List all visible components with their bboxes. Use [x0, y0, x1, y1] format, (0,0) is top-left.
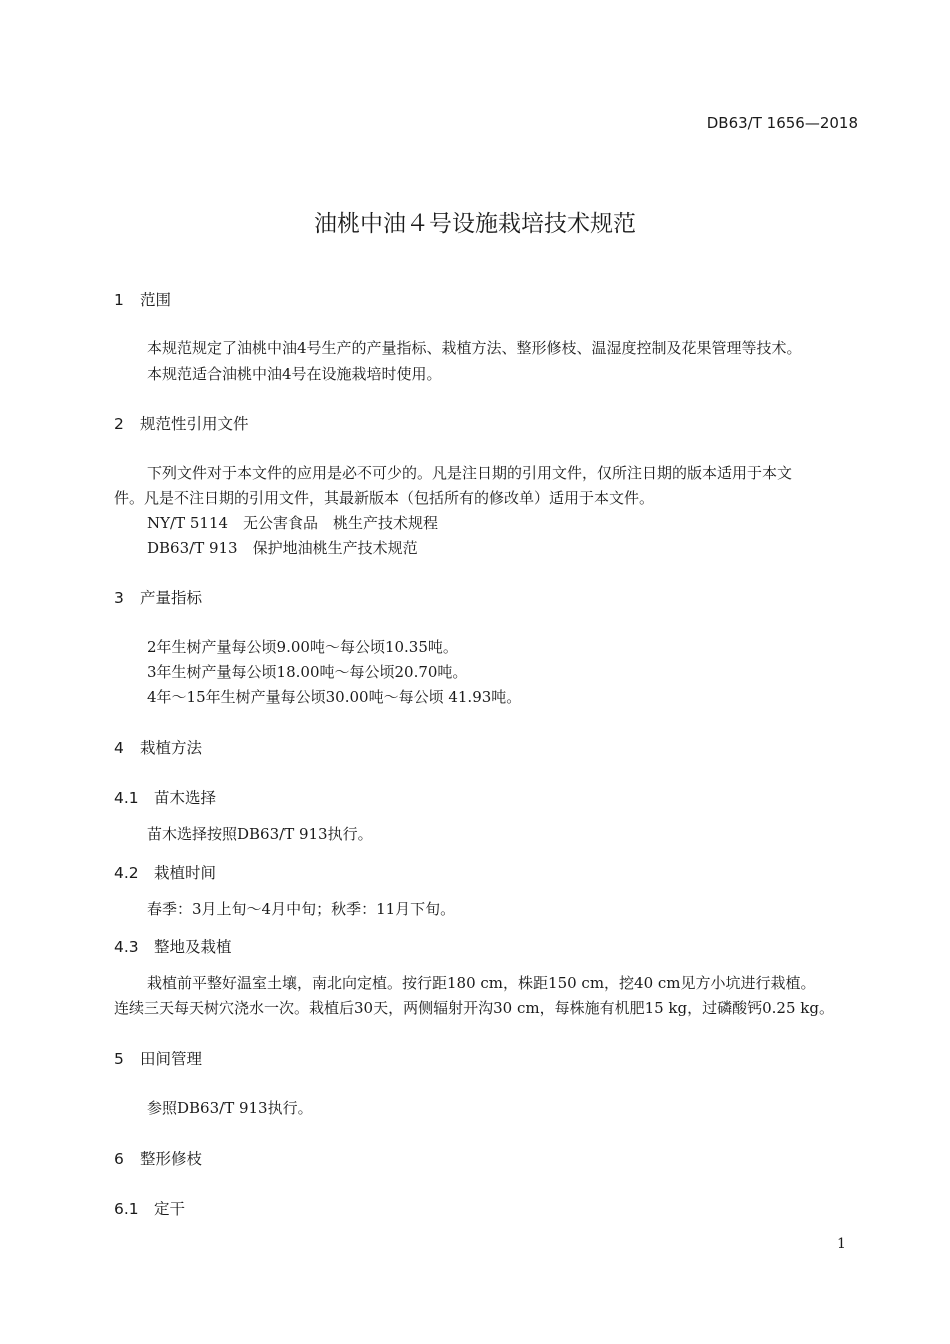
section-4-heading — [114, 736, 202, 758]
subsection-title: 定干 — [154, 1200, 186, 1218]
section-3-heading — [114, 586, 202, 608]
section-2-heading — [114, 412, 249, 434]
section-title: 整形修枝 — [140, 1150, 203, 1168]
section-number: 5 — [114, 1050, 124, 1068]
section-title: 范围 — [140, 291, 172, 309]
section-title: 规范性引用文件 — [140, 415, 249, 433]
subsection-number: 6.1 — [114, 1200, 139, 1218]
paragraph: 件。凡是不注日期的引用文件，其最新版本（包括所有的修改单）适用于本文件。 — [114, 489, 655, 507]
page-number: 1 — [837, 1236, 846, 1252]
reference-item: DB63/T 913 保护地油桃生产技术规范 — [147, 539, 418, 557]
section-1-heading — [114, 288, 171, 310]
yield-line: 2年生树产量每公顷9.00吨～每公顷10.35吨。 — [147, 638, 458, 656]
section-5-heading — [114, 1047, 202, 1069]
section-number: 4 — [114, 739, 124, 757]
paragraph: 下列文件对于本文件的应用是必不可少的。凡是注日期的引用文件，仅所注日期的版本适用于本文 — [147, 464, 793, 482]
section-number: 3 — [114, 589, 124, 607]
yield-line: 4年～15年生树产量每公顷30.00吨～每公顷 41.93吨。 — [147, 688, 522, 706]
subsection-number: 4.3 — [114, 938, 139, 956]
document-title: 油桃中油４号设施栽培技术规范 — [314, 211, 636, 237]
section-number: 6 — [114, 1150, 124, 1168]
paragraph: 本规范规定了油桃中油4号生产的产量指标、栽植方法、整形修枝、温湿度控制及花果管理等技术。 — [147, 339, 802, 357]
section-number: 1 — [114, 291, 124, 309]
paragraph: 本规范适合油桃中油4号在设施栽培时使用。 — [147, 365, 442, 383]
document-code: DB63/T 1656—2018 — [706, 114, 858, 132]
paragraph: 春季：3月上旬～4月中旬；秋季：11月下旬。 — [147, 900, 456, 918]
subsection-number: 4.2 — [114, 864, 139, 882]
paragraph: 苗木选择按照DB63/T 913执行。 — [147, 825, 373, 843]
paragraph: 栽植前平整好温室土壤，南北向定植。按行距180 cm，株距150 cm，挖40 cm见方小坑进行栽植。 — [147, 974, 816, 992]
paragraph: 参照DB63/T 913执行。 — [147, 1099, 313, 1117]
section-title: 栽植方法 — [140, 739, 203, 757]
yield-line: 3年生树产量每公顷18.00吨～每公顷20.70吨。 — [147, 663, 468, 681]
subsection-number: 4.1 — [114, 789, 139, 807]
section-number: 2 — [114, 415, 124, 433]
paragraph: 连续三天每天树穴浇水一次。栽植后30天，两侧辐射开沟30 cm，每株施有机肥15 kg，过磷酸钙0.25 kg。 — [114, 999, 834, 1017]
subsection-title: 苗木选择 — [154, 789, 217, 807]
section-6-heading — [114, 1147, 202, 1169]
section-title: 田间管理 — [140, 1050, 203, 1068]
reference-item: NY/T 5114 无公害食品 桃生产技术规程 — [147, 514, 439, 532]
subsection-title: 栽植时间 — [154, 864, 217, 882]
section-title: 产量指标 — [140, 589, 203, 607]
subsection-4-3-heading — [114, 935, 232, 957]
subsection-title: 整地及栽植 — [154, 938, 232, 956]
subsection-4-1-heading — [114, 786, 216, 808]
subsection-6-1-heading — [114, 1197, 185, 1219]
subsection-4-2-heading — [114, 861, 216, 883]
